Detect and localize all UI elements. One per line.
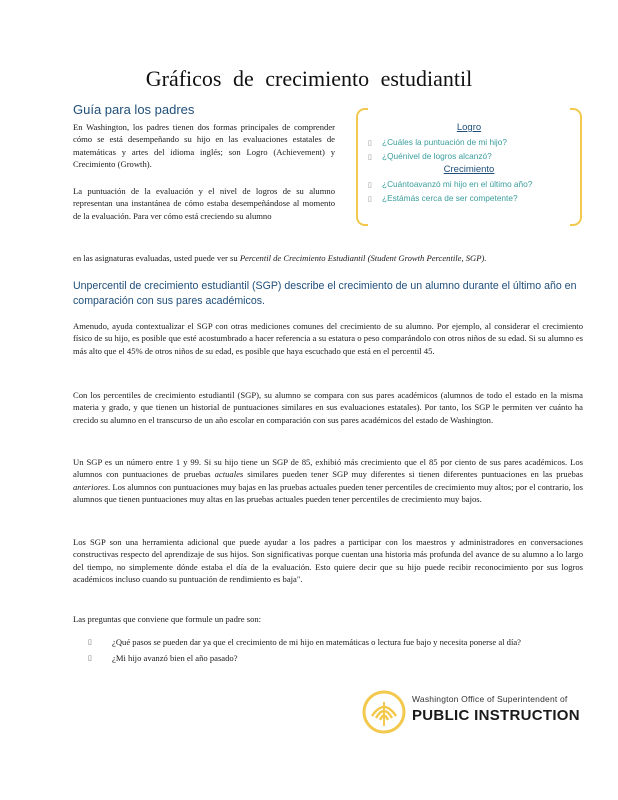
questions-intro: Las preguntas que conviene que formule un padre son:	[73, 614, 262, 624]
bullet-icon: ▯	[368, 140, 372, 147]
logo-wordmark: PUBLIC INSTRUCTION	[412, 707, 580, 724]
list-item: ▯ ¿Estámás cerca de ser competente?	[368, 192, 532, 206]
sidebar-logro-title: Logro	[456, 122, 482, 133]
sgp-definition-lead: Unpercentil de crecimiento estudiantil (SGP) describe el crecimiento de un alumno durante el último año en comparación con sus pares académicos.	[73, 280, 577, 307]
sidebar-crecimiento-list	[368, 178, 532, 206]
context-paragraph: Amenudo, ayuda contextualizar el SGP con otras mediciones comunes del crecimiento de su alumno. Por ejemplo, al considerar el crecimiento físico de su hijo, es posible que esté acostumbrado a hacer referencia a su estatura o peso comparándolo con otros niños de su edad. Si su alumno es más alto que el 45% de otros niños de su edad, es posible que haya escuchado que está en el percentil 45.	[73, 321, 583, 356]
tool-paragraph: Los SGP son una herramienta adicional que puede ayudar a los padres a participar con los maestros y administradores en conversaciones constructivas respecto del aprendizaje de sus hijos. Son significativas porque cuentan una historia más profunda del avance de su alumno a lo largo del tiempo, no simplemente dónde estaba el día de la evaluación. Esto quiere decir que su hijo puede recibir reconocimiento por sus logros académicos incluso cuando su puntuación de rendimiento es baja".	[73, 537, 583, 585]
intro-paragraph-2: La puntuación de la evaluación y el nivel de logros de su alumno representan una instantánea de cómo estaba desempeñándose al momento de la evaluación. Para ver cómo está creciendo su alumno	[73, 186, 335, 221]
page-subtitle: Guía para los padres	[73, 102, 195, 117]
parent-questions-list	[88, 636, 583, 669]
achievement-growth-sidebar	[356, 108, 582, 224]
percentiles-paragraph: Con los percentiles de crecimiento estudiantil (SGP), su alumno se compara con sus pares académicos (alumnos de todo el estado en la misma materia y grado, y que tienen un historial de puntuaciones similares en sus evaluaciones estatales). Por tanto, los SGP le permiten ver cuánto ha crecido su alumno en el transcurso de un año escolar en comparación con sus pares académicos del estado de Washington.	[73, 390, 583, 425]
bullet-icon: ▯	[368, 182, 372, 189]
logo-agency-line: Washington Office of Superintendent of	[412, 694, 568, 704]
sgp-number-paragraph: Un SGP es un número entre 1 y 99. Si su hijo tiene un SGP de 85, exhibió más crecimiento que el 85 por ciento de sus pares académicos. Los alumnos con puntuaciones de pruebas actuales similares pueden tener SGP muy diferentes si tienen diferentes puntuaciones en las pruebas anteriores. Los alumnos con puntuaciones muy bajas en las pruebas actuales pueden tener percentiles de crecimiento muy altos; por el contrario, los alumnos que tienen puntuaciones muy altas en las pruebas actuales pueden tener percentiles de crecimiento muy bajos.	[73, 457, 583, 505]
ospi-emblem-icon	[362, 690, 406, 734]
bullet-icon: ▯	[368, 196, 372, 203]
list-item: ▯ ¿Quénivel de logros alcanzó?	[368, 150, 507, 164]
bullet-icon: ▯	[368, 154, 372, 161]
sidebar-logro-list	[368, 136, 507, 164]
sidebar-crecimiento-title: Crecimiento	[443, 164, 495, 175]
ospi-logo	[362, 690, 582, 736]
list-item: ▯ ¿Mi hijo avanzó bien el año pasado?	[88, 653, 238, 664]
intro-paragraph-1: En Washington, los padres tienen dos formas principales de comprender cómo se está desempeñando su hijo en las evaluaciones estatales de matemáticas y artes del idioma inglés; son Logro (Achievement) y Crecimiento (Growth).	[73, 122, 335, 170]
intro-paragraph-3: en las asignaturas evaluadas, usted puede ver su Percentil de Crecimiento Estudiantil (Student Growth Percentile, SGP).	[73, 253, 487, 263]
list-item: ▯ ¿Cuáles la puntuación de mi hijo?	[368, 136, 507, 150]
page-title: Gráficos de crecimiento estudiantil	[145, 66, 473, 91]
bullet-icon: ▯	[88, 638, 92, 646]
list-item: ▯ ¿Qué pasos se pueden dar ya que el crecimiento de mi hijo en matemáticas o lectura fue bajo y necesita ponerse al día?	[88, 637, 521, 647]
list-item: ▯ ¿Cuántoavanzó mi hijo en el último año?	[368, 178, 532, 192]
bullet-icon: ▯	[88, 654, 92, 663]
